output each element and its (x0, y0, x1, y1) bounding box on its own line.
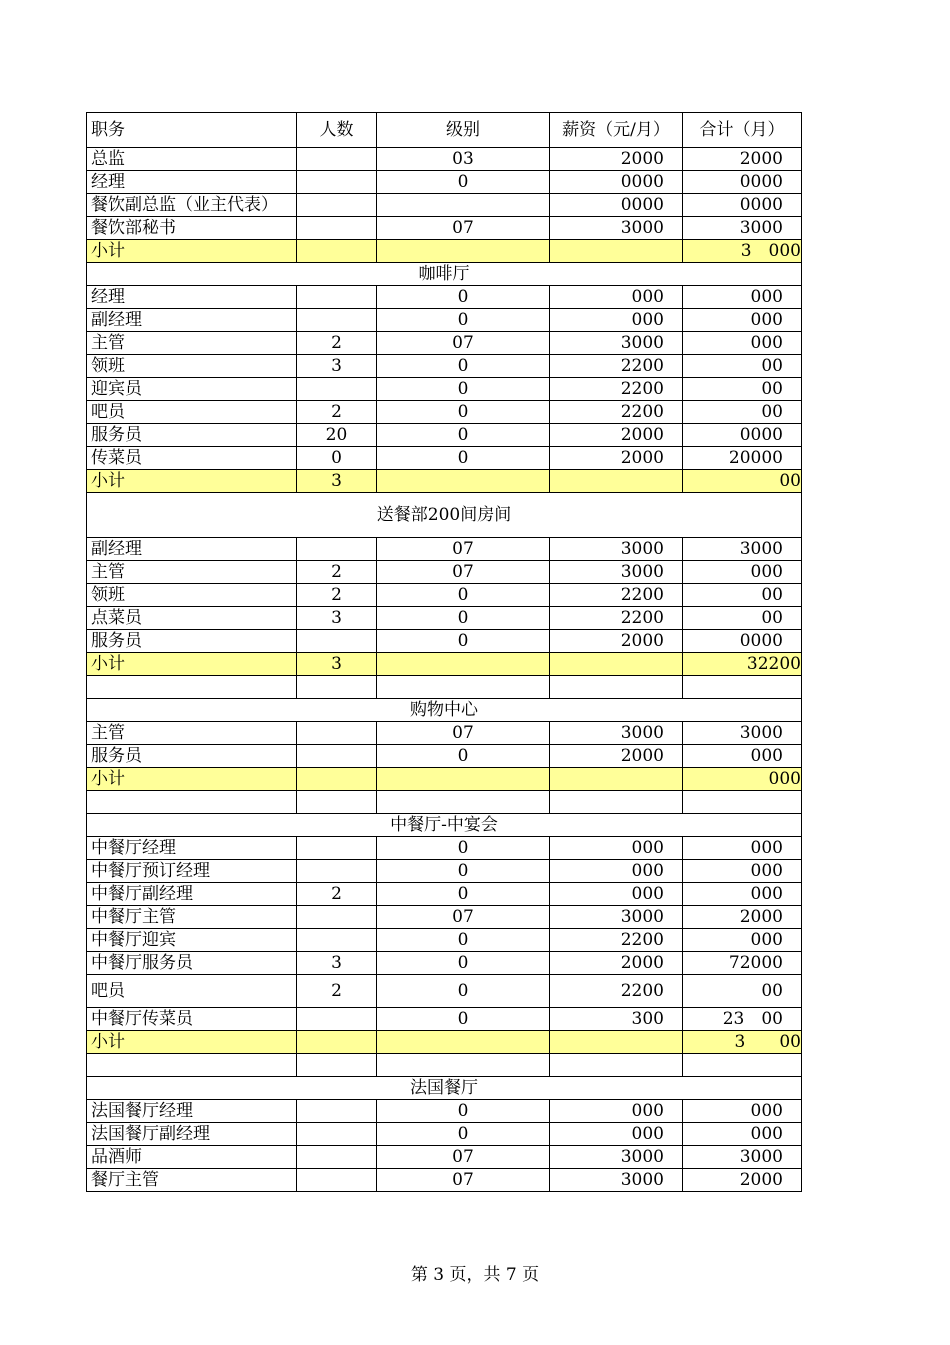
salary-cell: 2000 (550, 952, 683, 975)
position-cell: 小计 (87, 768, 297, 791)
subtotal-row (87, 768, 802, 791)
count-cell (297, 791, 377, 814)
position-cell: 副经理 (87, 309, 297, 332)
subtotal-row (87, 653, 802, 676)
position-cell: 餐饮副总监（业主代表） (87, 194, 297, 217)
salary-table-body (87, 113, 802, 1192)
salary-cell: 000 (550, 1100, 683, 1123)
total-cell: 000 (683, 561, 802, 584)
table-row (87, 401, 802, 424)
section-header-row (87, 1077, 802, 1100)
level-cell: 0 (377, 1123, 550, 1146)
table-row (87, 630, 802, 653)
total-cell: 20000 (683, 447, 802, 470)
table-row (87, 1100, 802, 1123)
total-cell: 000 (683, 929, 802, 952)
salary-cell (550, 1031, 683, 1054)
count-cell: 3 (297, 470, 377, 493)
total-cell: 3000 (683, 722, 802, 745)
level-cell: 0 (377, 447, 550, 470)
salary-cell: 2200 (550, 401, 683, 424)
table-row (87, 952, 802, 975)
total-cell: 23 00 (683, 1008, 802, 1031)
count-cell (297, 630, 377, 653)
level-cell: 0 (377, 378, 550, 401)
salary-cell: 2000 (550, 148, 683, 171)
level-cell: 07 (377, 561, 550, 584)
salary-cell: 3000 (550, 538, 683, 561)
table-row (87, 837, 802, 860)
position-cell: 法国餐厅经理 (87, 1100, 297, 1123)
count-cell (297, 194, 377, 217)
table-row (87, 1169, 802, 1192)
table-row (87, 860, 802, 883)
header-count: 人数 (297, 113, 377, 148)
total-cell: 000 (683, 1123, 802, 1146)
level-cell (377, 194, 550, 217)
salary-cell: 2000 (550, 424, 683, 447)
total-cell: 00 (683, 355, 802, 378)
table-row (87, 906, 802, 929)
salary-cell (550, 676, 683, 699)
table-row (87, 286, 802, 309)
level-cell: 07 (377, 217, 550, 240)
count-cell (297, 309, 377, 332)
position-cell: 领班 (87, 584, 297, 607)
salary-cell: 2200 (550, 378, 683, 401)
blank-row (87, 791, 802, 814)
total-cell: 0000 (683, 171, 802, 194)
position-cell: 经理 (87, 171, 297, 194)
level-cell (377, 653, 550, 676)
subtotal-row (87, 470, 802, 493)
table-row (87, 883, 802, 906)
salary-sheet (86, 112, 801, 1192)
position-cell: 中餐厅副经理 (87, 883, 297, 906)
position-cell: 总监 (87, 148, 297, 171)
total-cell: 0000 (683, 194, 802, 217)
count-cell (297, 860, 377, 883)
level-cell: 07 (377, 1169, 550, 1192)
level-cell: 0 (377, 929, 550, 952)
salary-cell: 2200 (550, 355, 683, 378)
total-cell: 000 (683, 860, 802, 883)
position-cell: 餐饮部秘书 (87, 217, 297, 240)
salary-cell: 2200 (550, 975, 683, 1008)
salary-cell: 2000 (550, 745, 683, 768)
count-cell: 2 (297, 401, 377, 424)
total-cell: 2000 (683, 148, 802, 171)
count-cell: 2 (297, 883, 377, 906)
level-cell (377, 1054, 550, 1077)
salary-cell: 300 (550, 1008, 683, 1031)
subtotal-row (87, 1031, 802, 1054)
position-cell: 中餐厅迎宾 (87, 929, 297, 952)
level-cell: 03 (377, 148, 550, 171)
section-header-row (87, 263, 802, 286)
header-salary: 薪资（元/月） (550, 113, 683, 148)
count-cell: 3 (297, 653, 377, 676)
position-cell: 主管 (87, 332, 297, 355)
level-cell: 0 (377, 286, 550, 309)
table-row (87, 975, 802, 1008)
count-cell (297, 1031, 377, 1054)
count-cell: 2 (297, 561, 377, 584)
count-cell (297, 1054, 377, 1077)
position-cell: 中餐厅传菜员 (87, 1008, 297, 1031)
level-cell: 07 (377, 538, 550, 561)
total-cell: 000 (683, 332, 802, 355)
salary-cell: 3000 (550, 332, 683, 355)
position-cell (87, 791, 297, 814)
salary-cell: 3000 (550, 722, 683, 745)
position-cell: 服务员 (87, 424, 297, 447)
table-row (87, 378, 802, 401)
table-row (87, 447, 802, 470)
salary-cell: 3000 (550, 561, 683, 584)
position-cell: 点菜员 (87, 607, 297, 630)
header-row (87, 113, 802, 148)
total-cell: 72000 (683, 952, 802, 975)
position-cell: 副经理 (87, 538, 297, 561)
total-cell (683, 676, 802, 699)
total-cell: 00 (683, 584, 802, 607)
salary-cell: 2200 (550, 607, 683, 630)
position-cell: 餐厅主管 (87, 1169, 297, 1192)
table-row (87, 309, 802, 332)
position-cell (87, 676, 297, 699)
position-cell: 小计 (87, 653, 297, 676)
level-cell: 0 (377, 584, 550, 607)
position-cell: 主管 (87, 561, 297, 584)
table-row (87, 148, 802, 171)
total-cell: 000 (683, 309, 802, 332)
salary-cell (550, 470, 683, 493)
level-cell: 07 (377, 722, 550, 745)
header-position: 职务 (87, 113, 297, 148)
table-row (87, 424, 802, 447)
count-cell (297, 929, 377, 952)
salary-cell: 2000 (550, 630, 683, 653)
table-row (87, 538, 802, 561)
salary-cell (550, 653, 683, 676)
position-cell: 迎宾员 (87, 378, 297, 401)
total-cell: 000 (683, 768, 802, 791)
position-cell: 中餐厅服务员 (87, 952, 297, 975)
total-cell: 2000 (683, 1169, 802, 1192)
level-cell (377, 470, 550, 493)
count-cell (297, 240, 377, 263)
position-cell: 领班 (87, 355, 297, 378)
section-title: 法国餐厅 (87, 1077, 802, 1100)
level-cell (377, 768, 550, 791)
position-cell: 服务员 (87, 630, 297, 653)
position-cell: 小计 (87, 470, 297, 493)
level-cell: 0 (377, 607, 550, 630)
total-cell: 0000 (683, 630, 802, 653)
count-cell (297, 837, 377, 860)
total-cell (683, 791, 802, 814)
table-row (87, 607, 802, 630)
salary-cell: 0000 (550, 194, 683, 217)
position-cell: 经理 (87, 286, 297, 309)
position-cell: 中餐厅主管 (87, 906, 297, 929)
position-cell: 中餐厅预订经理 (87, 860, 297, 883)
table-row (87, 929, 802, 952)
section-title: 中餐厅-中宴会 (87, 814, 802, 837)
total-cell: 3000 (683, 1146, 802, 1169)
total-cell: 000 (683, 837, 802, 860)
table-row (87, 355, 802, 378)
total-cell: 3000 (683, 217, 802, 240)
count-cell: 2 (297, 584, 377, 607)
total-cell: 3 00 (683, 1031, 802, 1054)
total-cell (683, 1054, 802, 1077)
table-row (87, 745, 802, 768)
level-cell: 0 (377, 630, 550, 653)
section-header-row (87, 493, 802, 538)
salary-cell: 3000 (550, 1169, 683, 1192)
level-cell: 0 (377, 952, 550, 975)
total-cell: 000 (683, 286, 802, 309)
salary-cell (550, 1054, 683, 1077)
total-cell: 000 (683, 745, 802, 768)
level-cell: 07 (377, 332, 550, 355)
count-cell: 2 (297, 332, 377, 355)
section-title: 送餐部200间房间 (87, 493, 802, 538)
level-cell (377, 791, 550, 814)
table-row (87, 1123, 802, 1146)
salary-cell: 3000 (550, 906, 683, 929)
position-cell (87, 1054, 297, 1077)
total-cell: 3 000 (683, 240, 802, 263)
salary-cell: 2200 (550, 584, 683, 607)
salary-cell: 000 (550, 883, 683, 906)
level-cell: 07 (377, 1146, 550, 1169)
count-cell (297, 217, 377, 240)
salary-cell: 0000 (550, 171, 683, 194)
salary-table (86, 112, 802, 1192)
level-cell: 0 (377, 837, 550, 860)
count-cell: 0 (297, 447, 377, 470)
level-cell: 0 (377, 1008, 550, 1031)
table-row (87, 217, 802, 240)
count-cell: 3 (297, 355, 377, 378)
position-cell: 传菜员 (87, 447, 297, 470)
level-cell: 0 (377, 1100, 550, 1123)
table-row (87, 1008, 802, 1031)
total-cell: 00 (683, 401, 802, 424)
level-cell: 0 (377, 401, 550, 424)
header-total: 合计（月） (683, 113, 802, 148)
level-cell: 0 (377, 975, 550, 1008)
salary-cell: 3000 (550, 217, 683, 240)
salary-cell: 2000 (550, 447, 683, 470)
salary-cell: 000 (550, 286, 683, 309)
total-cell: 00 (683, 470, 802, 493)
count-cell: 3 (297, 952, 377, 975)
level-cell: 0 (377, 309, 550, 332)
position-cell: 吧员 (87, 975, 297, 1008)
count-cell (297, 1100, 377, 1123)
count-cell (297, 286, 377, 309)
total-cell: 32200 (683, 653, 802, 676)
level-cell: 0 (377, 424, 550, 447)
salary-cell (550, 240, 683, 263)
salary-cell: 000 (550, 309, 683, 332)
count-cell (297, 676, 377, 699)
count-cell: 2 (297, 975, 377, 1008)
count-cell (297, 1169, 377, 1192)
position-cell: 法国餐厅副经理 (87, 1123, 297, 1146)
blank-row (87, 1054, 802, 1077)
salary-cell: 000 (550, 837, 683, 860)
section-title: 咖啡厅 (87, 263, 802, 286)
section-header-row (87, 814, 802, 837)
position-cell: 小计 (87, 1031, 297, 1054)
section-title: 购物中心 (87, 699, 802, 722)
level-cell: 07 (377, 906, 550, 929)
total-cell: 2000 (683, 906, 802, 929)
count-cell (297, 1008, 377, 1031)
count-cell (297, 745, 377, 768)
table-row (87, 1146, 802, 1169)
total-cell: 0000 (683, 424, 802, 447)
salary-cell: 000 (550, 1123, 683, 1146)
count-cell: 3 (297, 607, 377, 630)
level-cell: 0 (377, 860, 550, 883)
position-cell: 中餐厅经理 (87, 837, 297, 860)
page-footer: 第 3 页，共 7 页 (410, 1265, 540, 1285)
level-cell (377, 240, 550, 263)
level-cell: 0 (377, 883, 550, 906)
position-cell: 吧员 (87, 401, 297, 424)
salary-cell: 000 (550, 860, 683, 883)
count-cell (297, 906, 377, 929)
salary-cell: 2200 (550, 929, 683, 952)
level-cell (377, 1031, 550, 1054)
total-cell: 000 (683, 883, 802, 906)
count-cell (297, 722, 377, 745)
count-cell: 20 (297, 424, 377, 447)
position-cell: 小计 (87, 240, 297, 263)
table-row (87, 561, 802, 584)
level-cell (377, 676, 550, 699)
count-cell (297, 378, 377, 401)
table-row (87, 194, 802, 217)
salary-cell (550, 791, 683, 814)
salary-cell (550, 768, 683, 791)
table-row (87, 332, 802, 355)
position-cell: 品酒师 (87, 1146, 297, 1169)
total-cell: 00 (683, 975, 802, 1008)
total-cell: 000 (683, 1100, 802, 1123)
section-header-row (87, 699, 802, 722)
count-cell (297, 768, 377, 791)
table-row (87, 722, 802, 745)
position-cell: 服务员 (87, 745, 297, 768)
blank-row (87, 676, 802, 699)
table-row (87, 584, 802, 607)
header-level: 级别 (377, 113, 550, 148)
total-cell: 00 (683, 378, 802, 401)
level-cell: 0 (377, 745, 550, 768)
table-row (87, 171, 802, 194)
count-cell (297, 1123, 377, 1146)
level-cell: 0 (377, 171, 550, 194)
count-cell (297, 538, 377, 561)
level-cell: 0 (377, 355, 550, 378)
count-cell (297, 1146, 377, 1169)
total-cell: 00 (683, 607, 802, 630)
count-cell (297, 171, 377, 194)
total-cell: 3000 (683, 538, 802, 561)
salary-cell: 3000 (550, 1146, 683, 1169)
count-cell (297, 148, 377, 171)
position-cell: 主管 (87, 722, 297, 745)
subtotal-row (87, 240, 802, 263)
